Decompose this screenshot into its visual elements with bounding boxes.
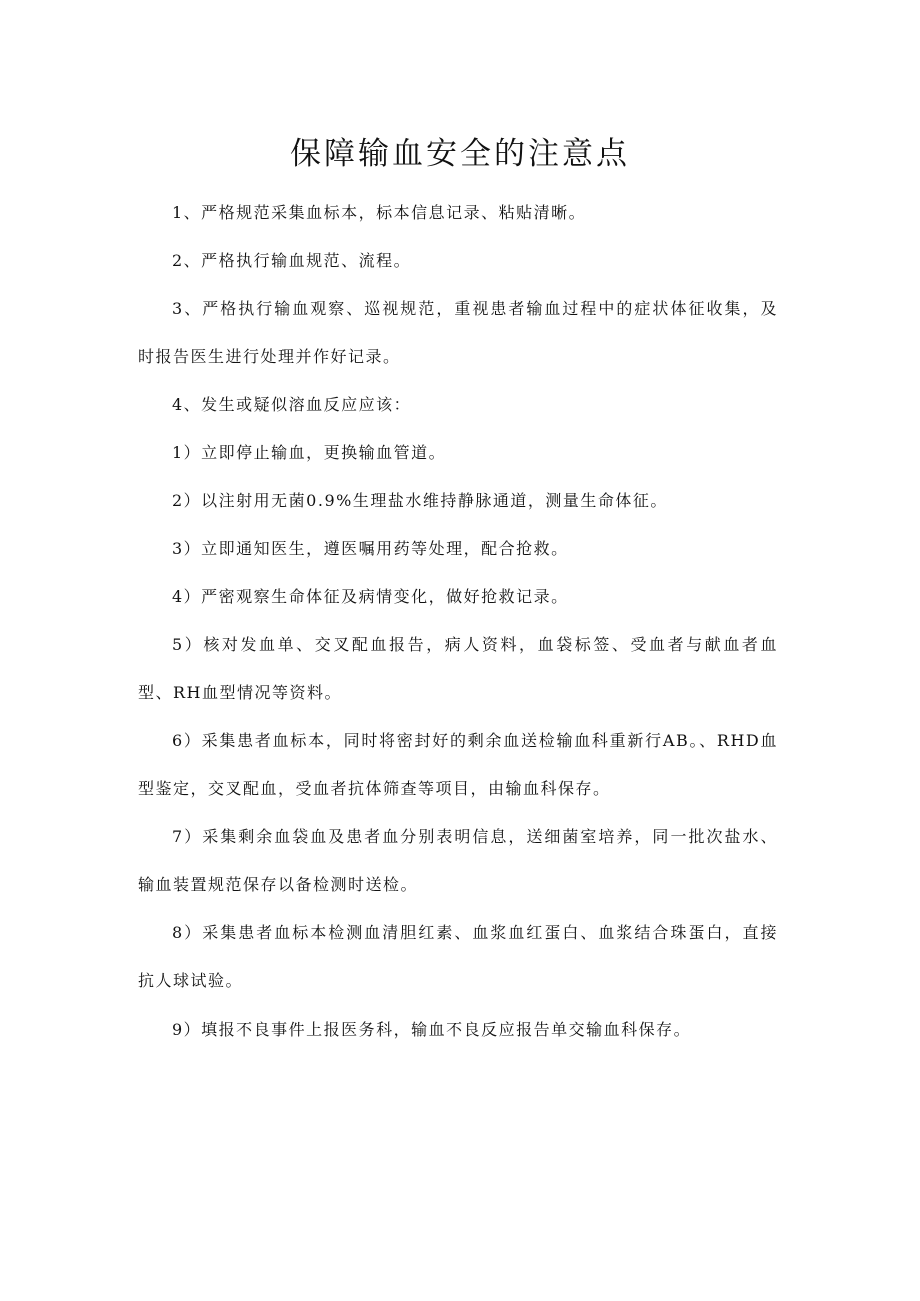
paragraph-4-3: 3）立即通知医生，遵医嘱用药等处理，配合抢救。 <box>172 539 569 558</box>
paragraph-4-2: 2）以注射用无菌0.9%生理盐水维持静脉通道，测量生命体征。 <box>172 491 668 510</box>
paragraph-4-7: 7）采集剩余血袋血及患者血分别表明信息，送细菌室培养，同一批次盐水、输血装置规范保存以备检测时送检。 <box>138 827 778 894</box>
paragraph-4: 4、发生或疑似溶血反应应该： <box>172 395 412 414</box>
document-body <box>138 189 778 1054</box>
paragraph-4-6: 6）采集患者血标本，同时将密封好的剩余血送检输血科重新行AB。、RHD血型鉴定，交叉配血，受血者抗体筛查等项目，由输血科保存。 <box>138 731 778 798</box>
paragraph-4-5: 5）核对发血单、交叉配血报告，病人资料，血袋标签、受血者与献血者血型、RH血型情况等资料。 <box>138 635 778 702</box>
paragraph-3: 3、严格执行输血观察、巡视规范，重视患者输血过程中的症状体征收集，及时报告医生进行处理并作好记录。 <box>138 299 778 366</box>
paragraph-4-4: 4）严密观察生命体征及病情变化，做好抢救记录。 <box>172 587 569 606</box>
paragraph-4-9: 9）填报不良事件上报医务科，输血不良反应报告单交输血科保存。 <box>172 1020 692 1039</box>
paragraph-4-8: 8）采集患者血标本检测血清胆红素、血浆血红蛋白、血浆结合珠蛋白，直接抗人球试验。 <box>138 923 778 990</box>
paragraph-1: 1、严格规范采集血标本，标本信息记录、粘贴清晰。 <box>172 203 587 222</box>
page-title: 保障输血安全的注意点 <box>290 136 630 172</box>
paragraph-2: 2、严格执行输血规范、流程。 <box>172 251 412 270</box>
paragraph-4-1: 1）立即停止输血，更换输血管道。 <box>172 443 447 462</box>
